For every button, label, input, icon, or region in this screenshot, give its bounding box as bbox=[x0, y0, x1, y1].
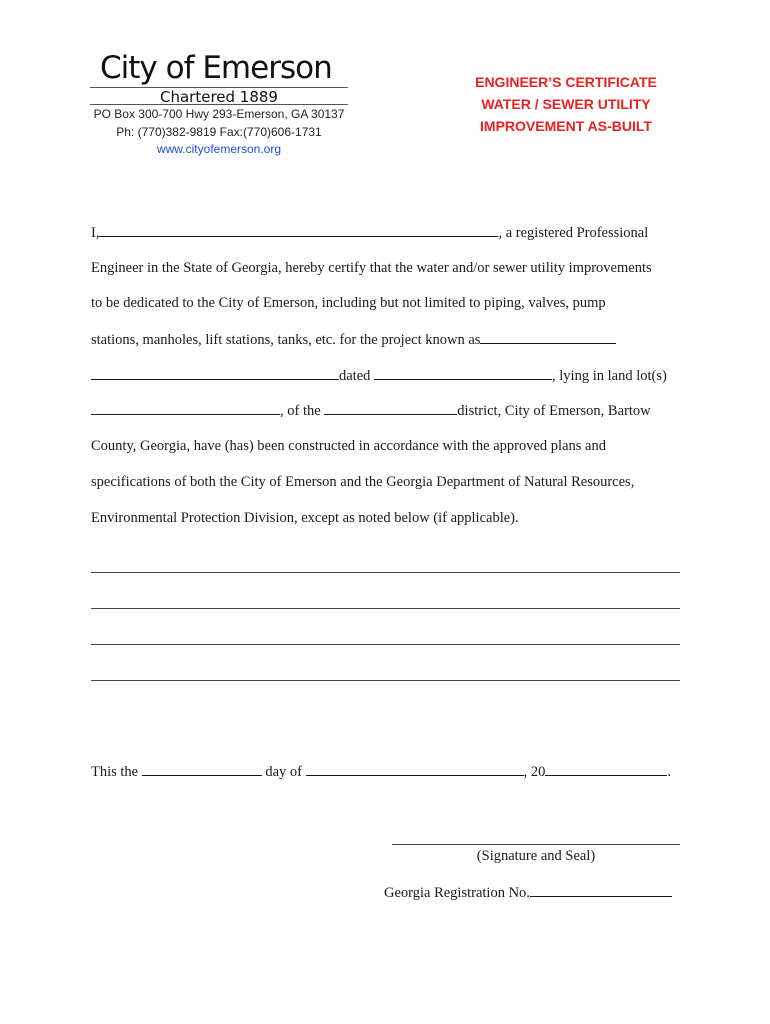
engineer-name-field[interactable] bbox=[99, 224, 498, 237]
logo-divider-bottom bbox=[90, 104, 348, 105]
body-line-9: Environmental Protection Division, except as noted below (if applicable). bbox=[91, 510, 519, 526]
body-line-6: , of the district, City of Emerson, Bartow bbox=[91, 402, 651, 420]
month-field[interactable] bbox=[306, 763, 524, 776]
address: PO Box 300-700 Hwy 293-Emerson, GA 30137 bbox=[93, 107, 345, 121]
body-line-4: stations, manholes, lift stations, tanks, etc. for the project known as bbox=[91, 331, 616, 349]
land-lots-field[interactable] bbox=[91, 402, 280, 415]
notes-line-3[interactable] bbox=[91, 644, 680, 645]
city-logo-title: City of Emerson bbox=[100, 50, 332, 86]
body-line-1: I, , a registered Professional bbox=[91, 225, 649, 241]
chartered-year: Chartered 1889 bbox=[160, 88, 278, 106]
certificate-title-line3: IMPROVEMENT AS-BUILT bbox=[480, 118, 652, 134]
year-field[interactable] bbox=[545, 763, 667, 776]
certificate-title-line1: ENGINEER’S CERTIFICATE bbox=[475, 74, 657, 90]
body-line-7: County, Georgia, have (has) been constructed in accordance with the approved plans and bbox=[91, 438, 606, 454]
district-field[interactable] bbox=[324, 402, 457, 415]
signature-label: (Signature and Seal) bbox=[476, 848, 596, 864]
body-line-5: dated , lying in land lot(s) bbox=[91, 367, 667, 385]
certificate-title-line2: WATER / SEWER UTILITY bbox=[481, 96, 651, 112]
registration-number-field[interactable] bbox=[530, 884, 672, 897]
body-line-2: Engineer in the State of Georgia, hereby certify that the water and/or sewer utility improvements bbox=[91, 260, 652, 276]
project-name-field-cont[interactable] bbox=[91, 367, 339, 380]
signature-line[interactable] bbox=[392, 844, 680, 845]
body-line-8: specifications of both the City of Emerson and the Georgia Department of Natural Resources, bbox=[91, 474, 635, 490]
registration-line: Georgia Registration No. bbox=[384, 884, 672, 902]
date-field[interactable] bbox=[374, 367, 552, 380]
project-name-field[interactable] bbox=[480, 331, 616, 344]
notes-line-4[interactable] bbox=[91, 680, 680, 681]
notes-line-2[interactable] bbox=[91, 608, 680, 609]
website-link[interactable]: www.cityofemerson.org bbox=[156, 142, 282, 156]
phone-fax: Ph: (770)382-9819 Fax:(770)606-1731 bbox=[116, 125, 322, 139]
notes-line-1[interactable] bbox=[91, 572, 680, 573]
day-field[interactable] bbox=[142, 763, 262, 776]
body-line-3: to be dedicated to the City of Emerson, including but not limited to piping, valves, pump bbox=[91, 295, 606, 311]
date-line: This the day of , 20 . bbox=[91, 764, 672, 780]
